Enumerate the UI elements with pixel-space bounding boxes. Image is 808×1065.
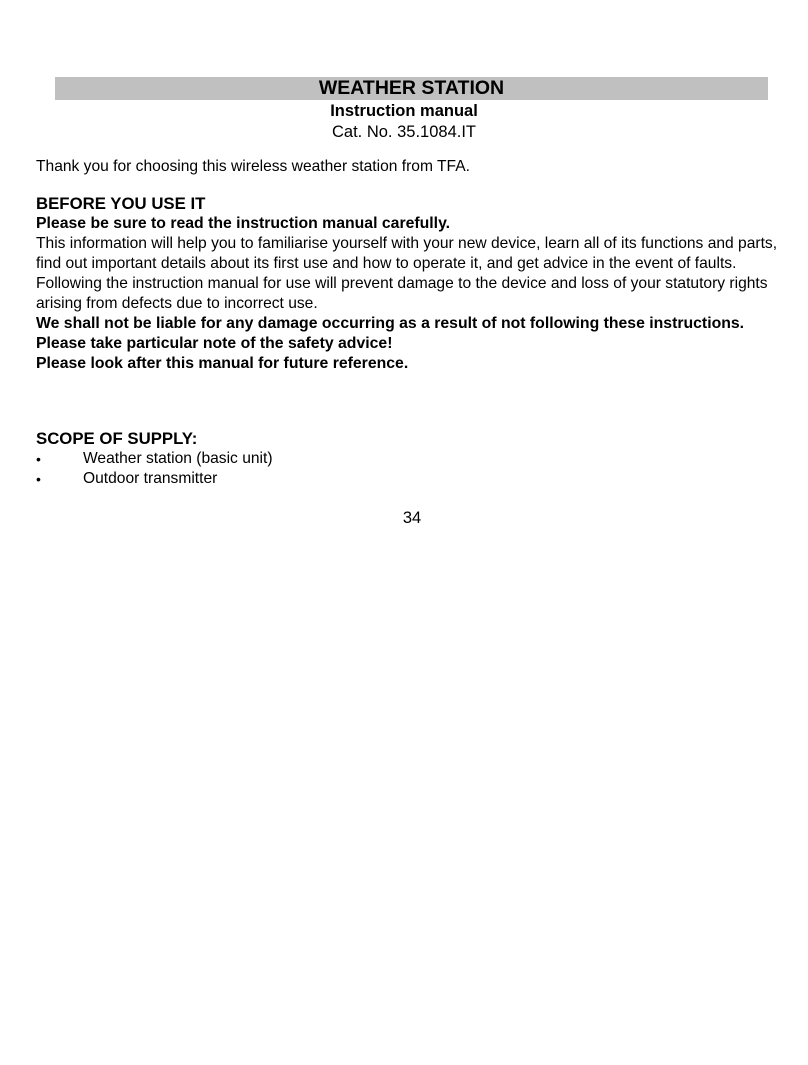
document-title: WEATHER STATION [55,77,768,100]
supply-list [36,449,781,489]
info-paragraph: This information will help you to familiarise yourself with your new device, learn all of its functions and parts, find out important details about its first use and how to operate it, and get advice in the event of faults. [36,235,778,272]
before-you-use-section [36,193,781,374]
list-item-label: Weather station (basic unit) [83,450,273,467]
look-after-text: Please look after this manual for future reference. [36,355,409,372]
bullet-icon: • [36,471,41,487]
liability-text: We shall not be liable for any damage occurring as a result of not following these instructions. [36,315,745,332]
bullet-icon: • [36,451,41,467]
page-number: 34 [402,509,422,527]
safety-text: Please take particular note of the safety advice! [36,335,393,352]
following-paragraph: Following the instruction manual for use will prevent damage to the device and loss of your statutory rights arising from defects due to incorrect use. [36,275,768,312]
document-subtitle: Instruction manual [330,102,478,120]
scope-of-supply-section [36,428,781,489]
catalog-number: Cat. No. 35.1084.IT [332,123,476,141]
list-item-label: Outdoor transmitter [83,470,218,487]
read-carefully-text: Please be sure to read the instruction manual carefully. [36,215,451,232]
before-you-use-heading: BEFORE YOU USE IT [36,194,206,213]
list-item [36,449,781,469]
intro-text: Thank you for choosing this wireless weather station from TFA. [36,158,470,175]
scope-of-supply-heading: SCOPE OF SUPPLY: [36,429,198,448]
list-item [36,469,781,489]
